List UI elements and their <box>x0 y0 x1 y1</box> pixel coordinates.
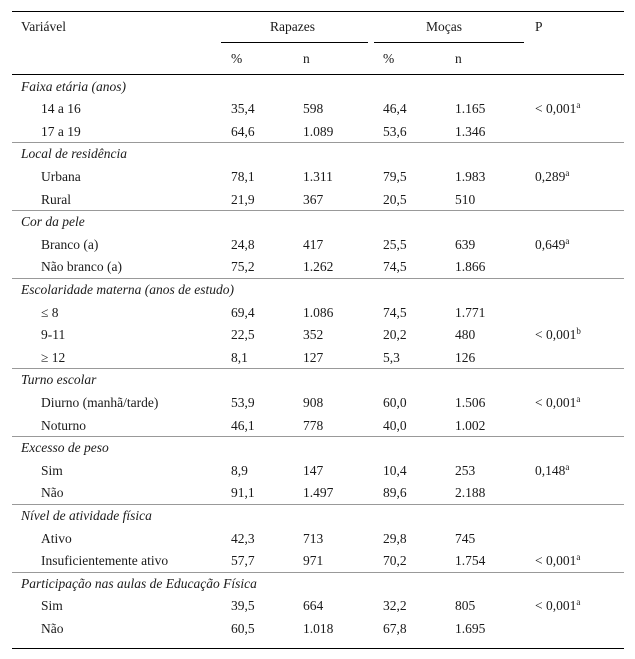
row-label: Não branco (a) <box>41 259 122 275</box>
row-label: Ativo <box>41 530 72 546</box>
boys-percent: 22,5 <box>231 327 255 343</box>
boys-percent: 91,1 <box>231 485 255 501</box>
p-value-text: < 0,001 <box>535 327 577 343</box>
girls-percent: 5,3 <box>383 349 400 365</box>
row-label: ≤ 8 <box>41 304 59 320</box>
section-title: Faixa etária (anos) <box>21 78 126 94</box>
boys-percent: 64,6 <box>231 123 255 139</box>
girls-percent: 10,4 <box>383 462 407 478</box>
boys-percent: 8,1 <box>231 349 248 365</box>
boys-n: 778 <box>303 417 324 433</box>
girls-n: 1.506 <box>455 394 486 410</box>
girls-percent: 79,5 <box>383 168 407 184</box>
boys-n: 352 <box>303 327 324 343</box>
p-value-text: < 0,001 <box>535 598 577 614</box>
section-rule <box>12 142 624 143</box>
top-rule <box>12 11 624 12</box>
girls-n: 745 <box>455 530 476 546</box>
girls-n: 1.754 <box>455 553 486 569</box>
p-value <box>535 553 580 569</box>
girls-percent: 67,8 <box>383 620 407 636</box>
girls-n: 480 <box>455 327 476 343</box>
section-title: Local de residência <box>21 146 127 162</box>
boys-n: 1.311 <box>303 168 333 184</box>
p-value-footnote: a <box>576 597 581 608</box>
p-value-footnote: a <box>576 552 581 563</box>
p-value-text: < 0,001 <box>535 394 577 410</box>
boys-n: 1.018 <box>303 620 334 636</box>
boys-percent: 69,4 <box>231 304 255 320</box>
girls-percent: 74,5 <box>383 304 407 320</box>
boys-n: 127 <box>303 349 324 365</box>
p-value-footnote: b <box>576 326 581 337</box>
girls-percent: 53,6 <box>383 123 407 139</box>
p-value-text: 0,649 <box>535 236 566 252</box>
girls-n: 1.002 <box>455 417 486 433</box>
girls-percent: 40,0 <box>383 417 407 433</box>
boys-n: 713 <box>303 530 324 546</box>
girls-n: 1.695 <box>455 620 486 636</box>
p-value-text: < 0,001 <box>535 101 577 117</box>
boys-n: 664 <box>303 598 324 614</box>
row-label: Insuficientemente ativo <box>41 553 169 569</box>
row-label: Rural <box>41 191 71 207</box>
girls-percent: 29,8 <box>383 530 407 546</box>
girls-percent: 60,0 <box>383 394 407 410</box>
header-girls: Moças <box>426 19 462 34</box>
p-value <box>535 327 581 343</box>
section-title: Escolaridade materna (anos de estudo) <box>21 281 234 297</box>
boys-percent: 60,5 <box>231 620 255 636</box>
p-value-footnote: a <box>565 461 570 472</box>
p-value <box>535 101 580 117</box>
section-title: Cor da pele <box>21 214 85 230</box>
header-boys-pct: % <box>231 51 243 66</box>
bottom-rule <box>12 648 624 649</box>
girls-n: 1.983 <box>455 168 486 184</box>
p-value <box>535 463 569 479</box>
row-label: Diurno (manhã/tarde) <box>41 394 159 410</box>
girls-n: 1.346 <box>455 123 486 139</box>
p-value-text: 0,289 <box>535 168 566 184</box>
header-boys: Rapazes <box>270 19 315 34</box>
p-value <box>535 598 580 614</box>
p-value <box>535 169 569 185</box>
section-rule <box>12 368 624 369</box>
girls-percent: 70,2 <box>383 553 407 569</box>
girls-n: 253 <box>455 462 476 478</box>
girls-percent: 20,2 <box>383 327 407 343</box>
row-label: Não <box>41 485 64 501</box>
row-label: 14 a 16 <box>41 101 81 117</box>
boys-percent: 78,1 <box>231 168 255 184</box>
girls-percent: 25,5 <box>383 236 407 252</box>
p-value <box>535 395 580 411</box>
girls-n: 510 <box>455 191 476 207</box>
girls-percent: 46,4 <box>383 101 407 117</box>
girls-n: 805 <box>455 598 476 614</box>
boys-n: 367 <box>303 191 324 207</box>
section-rule <box>12 210 624 211</box>
header-variable: Variável <box>21 19 66 34</box>
section-title: Participação nas aulas de Educação Física <box>21 575 257 591</box>
girls-n: 126 <box>455 349 476 365</box>
boys-percent: 57,7 <box>231 553 255 569</box>
row-label: Branco (a) <box>41 236 99 252</box>
girls-percent: 20,5 <box>383 191 407 207</box>
section-title: Turno escolar <box>21 372 97 388</box>
boys-percent: 24,8 <box>231 236 255 252</box>
row-label: 9-11 <box>41 327 66 343</box>
header-girls-pct: % <box>383 51 395 66</box>
boys-n: 1.262 <box>303 259 334 275</box>
boys-percent: 53,9 <box>231 394 255 410</box>
header-p: P <box>535 19 543 34</box>
row-label: Noturno <box>41 417 86 433</box>
girls-n: 1.866 <box>455 259 486 275</box>
p-value <box>535 237 569 253</box>
section-rule <box>12 504 624 505</box>
section-title: Excesso de peso <box>21 440 109 456</box>
girls-percent: 74,5 <box>383 259 407 275</box>
girls-percent: 89,6 <box>383 485 407 501</box>
boys-percent: 35,4 <box>231 101 255 117</box>
header-boys-n: n <box>303 51 310 66</box>
p-value-footnote: a <box>565 235 570 246</box>
boys-n: 598 <box>303 101 324 117</box>
boys-group-rule <box>221 42 368 43</box>
p-value-text: < 0,001 <box>535 553 577 569</box>
p-value-footnote: a <box>565 167 570 178</box>
header-bottom-rule <box>12 74 624 75</box>
girls-n: 639 <box>455 236 476 252</box>
row-label: Urbana <box>41 168 81 184</box>
boys-n: 971 <box>303 553 324 569</box>
boys-n: 417 <box>303 236 324 252</box>
row-label: 17 a 19 <box>41 123 81 139</box>
section-title: Nível de atividade física <box>21 507 152 523</box>
girls-n: 2.188 <box>455 485 486 501</box>
row-label: Sim <box>41 462 63 478</box>
boys-n: 908 <box>303 394 324 410</box>
section-rule <box>12 278 624 279</box>
boys-percent: 8,9 <box>231 462 248 478</box>
row-label: Sim <box>41 598 63 614</box>
row-label: ≥ 12 <box>41 349 66 365</box>
girls-percent: 32,2 <box>383 598 407 614</box>
boys-percent: 75,2 <box>231 259 255 275</box>
girls-group-rule <box>374 42 524 43</box>
boys-percent: 21,9 <box>231 191 255 207</box>
section-rule <box>12 572 624 573</box>
row-label: Não <box>41 620 64 636</box>
p-value-footnote: a <box>576 393 581 404</box>
section-rule <box>12 436 624 437</box>
girls-n: 1.165 <box>455 101 486 117</box>
boys-percent: 46,1 <box>231 417 255 433</box>
boys-n: 1.086 <box>303 304 334 320</box>
boys-n: 1.089 <box>303 123 334 139</box>
girls-n: 1.771 <box>455 304 486 320</box>
header-girls-n: n <box>455 51 462 66</box>
boys-percent: 39,5 <box>231 598 255 614</box>
p-value-footnote: a <box>576 100 581 111</box>
p-value-text: 0,148 <box>535 462 566 478</box>
boys-n: 1.497 <box>303 485 334 501</box>
boys-n: 147 <box>303 462 324 478</box>
boys-percent: 42,3 <box>231 530 255 546</box>
